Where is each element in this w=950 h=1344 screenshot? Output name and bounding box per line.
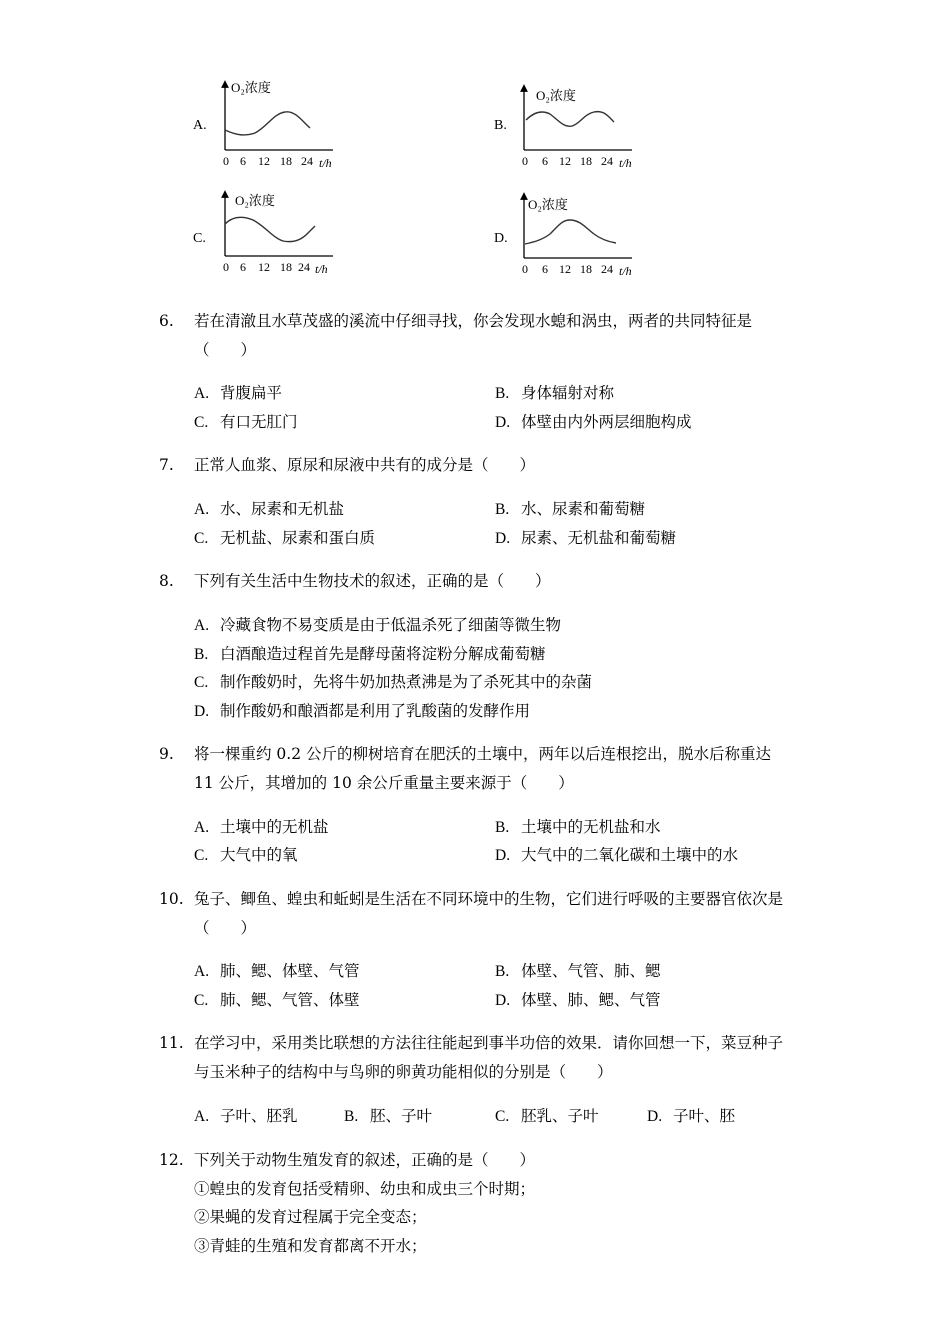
statement-3: ③青蛙的生殖和发育都离不开水； xyxy=(194,1237,427,1255)
tick-label: 12 xyxy=(559,262,571,276)
tick-label: 12 xyxy=(258,154,270,168)
question-number: 9. xyxy=(159,745,174,763)
y-axis-label: O₂浓度 xyxy=(528,197,568,212)
question-text: 将一棵重约 0.2 公斤的柳树培育在肥沃的土壤中，两年以后连根挖出，脱水后称重达 11 公斤，其增加的 10 余公斤重量主要来源于（ ） xyxy=(194,745,772,792)
options-row xyxy=(0,524,950,552)
option-b[interactable]: B. 白酒酿造过程首先是酵母菌将淀粉分解成葡萄糖 xyxy=(194,645,546,663)
tick-label: 18 xyxy=(280,260,292,274)
question-number: 11. xyxy=(159,1034,184,1052)
question-number: 10. xyxy=(159,890,184,908)
tick-label: 18 xyxy=(580,154,592,168)
graph-option-c xyxy=(193,190,353,285)
tick-label: 6 xyxy=(542,154,548,168)
statement-item xyxy=(0,1232,950,1260)
y-axis-label: O₂浓度 xyxy=(235,193,275,208)
option-label: D. xyxy=(494,231,508,246)
tick-label: 0 xyxy=(223,260,229,274)
question-text: 若在清澈且水草茂盛的溪流中仔细寻找，你会发现水螅和涡虫，两者的共同特征是（ ） xyxy=(194,312,753,359)
option-a[interactable]: A. 子叶、胚乳 xyxy=(194,1107,298,1125)
option-line xyxy=(0,640,950,668)
o2-curve-chart xyxy=(223,78,353,168)
option-a[interactable]: A. 水、尿素和无机盐 xyxy=(194,500,345,518)
option-c[interactable]: C. 有口无肛门 xyxy=(194,413,298,431)
question-text: 兔子、鲫鱼、蝗虫和蚯蚓是生活在不同环境中的生物，它们进行呼吸的主要器官依次是（ ） xyxy=(194,890,784,937)
tick-label: 12 xyxy=(258,260,270,274)
question-number: 8. xyxy=(159,572,174,590)
option-c[interactable]: C. 制作酸奶时，先将牛奶加热煮沸是为了杀死其中的杂菌 xyxy=(194,673,593,691)
tick-label: 24 xyxy=(601,262,613,276)
option-b[interactable]: B. 土壤中的无机盐和水 xyxy=(495,818,661,836)
options-row xyxy=(0,495,950,523)
option-b[interactable]: B. 水、尿素和葡萄糖 xyxy=(495,500,646,518)
statement-2: ②果蝇的发育过程属于完全变态； xyxy=(194,1208,427,1226)
question-text: 正常人血浆、原尿和尿液中共有的成分是（ ） xyxy=(194,456,536,474)
option-a[interactable]: A. 土壤中的无机盐 xyxy=(194,818,329,836)
tick-label: 24 xyxy=(601,154,613,168)
x-axis-label: t/h xyxy=(319,156,332,170)
options-row xyxy=(0,957,950,985)
question-text: 在学习中，采用类比联想的方法往往能起到事半功倍的效果．请你回想一下，菜豆种子与玉米种子的结构中与鸟卵的卵黄功能相似的分别是（ ） xyxy=(194,1034,784,1081)
options-row xyxy=(0,408,950,436)
graph-option-a xyxy=(193,78,353,173)
options-row xyxy=(0,1102,950,1130)
statement-item xyxy=(0,1175,950,1203)
tick-label: 18 xyxy=(280,154,292,168)
option-c[interactable]: C. 大气中的氧 xyxy=(194,846,298,864)
option-c[interactable]: C. 胚乳、子叶 xyxy=(495,1107,599,1125)
option-d[interactable]: D. 大气中的二氧化碳和土壤中的水 xyxy=(495,846,739,864)
question-text: 下列关于动物生殖发育的叙述，正确的是（ ） xyxy=(194,1151,536,1169)
option-line xyxy=(0,697,950,725)
question-number: 6. xyxy=(159,312,174,330)
x-axis-label: t/h xyxy=(619,264,632,278)
option-label: B. xyxy=(494,118,507,133)
tick-label: 24 xyxy=(298,260,310,274)
y-axis-label: O₂浓度 xyxy=(231,80,271,95)
option-b[interactable]: B. 体壁、气管、肺、鳃 xyxy=(495,962,661,980)
x-axis-label: t/h xyxy=(619,156,632,170)
option-d[interactable]: D. 尿素、无机盐和葡萄糖 xyxy=(495,529,677,547)
tick-label: 0 xyxy=(522,154,528,168)
question-number: 7. xyxy=(159,456,174,474)
option-line xyxy=(0,668,950,696)
tick-label: 6 xyxy=(240,154,246,168)
tick-label: 6 xyxy=(240,260,246,274)
tick-label: 0 xyxy=(522,262,528,276)
option-b[interactable]: B. 胚、子叶 xyxy=(344,1107,433,1125)
tick-label: 18 xyxy=(580,262,592,276)
statement-1: ①蝗虫的发育包括受精卵、幼虫和成虫三个时期； xyxy=(194,1180,536,1198)
tick-label: 24 xyxy=(301,154,313,168)
option-line xyxy=(0,611,950,639)
o2-curve-chart xyxy=(522,84,652,174)
option-d[interactable]: D. 体壁由内外两层细胞构成 xyxy=(495,413,692,431)
question-text: 下列有关生活中生物技术的叙述，正确的是（ ） xyxy=(194,572,551,590)
x-axis-label: t/h xyxy=(315,262,328,276)
graph-option-d xyxy=(494,192,654,287)
option-b[interactable]: B. 身体辐射对称 xyxy=(495,384,615,402)
option-c[interactable]: C. 无机盐、尿素和蛋白质 xyxy=(194,529,376,547)
y-axis-label: O₂浓度 xyxy=(536,88,576,103)
options-row xyxy=(0,986,950,1014)
options-row xyxy=(0,813,950,841)
option-d[interactable]: D. 子叶、胚 xyxy=(647,1107,736,1125)
option-label: A. xyxy=(193,118,207,133)
tick-label: 0 xyxy=(223,154,229,168)
tick-label: 12 xyxy=(559,154,571,168)
option-a[interactable]: A. 肺、鳃、体壁、气管 xyxy=(194,962,360,980)
options-row xyxy=(0,841,950,869)
graph-option-b xyxy=(494,84,654,179)
tick-label: 6 xyxy=(542,262,548,276)
o2-curve-chart xyxy=(522,192,652,282)
statement-item xyxy=(0,1203,950,1231)
option-d[interactable]: D. 制作酸奶和酿酒都是利用了乳酸菌的发酵作用 xyxy=(194,702,531,720)
option-a[interactable]: A. 背腹扁平 xyxy=(194,384,283,402)
o2-curve-chart xyxy=(223,190,353,280)
options-row xyxy=(0,379,950,407)
option-a[interactable]: A. 冷藏食物不易变质是由于低温杀死了细菌等微生物 xyxy=(194,616,562,634)
question-number: 12. xyxy=(159,1151,184,1169)
option-c[interactable]: C. 肺、鳃、气管、体壁 xyxy=(194,991,360,1009)
option-d[interactable]: D. 体壁、肺、鳃、气管 xyxy=(495,991,661,1009)
option-label: C. xyxy=(193,231,206,246)
